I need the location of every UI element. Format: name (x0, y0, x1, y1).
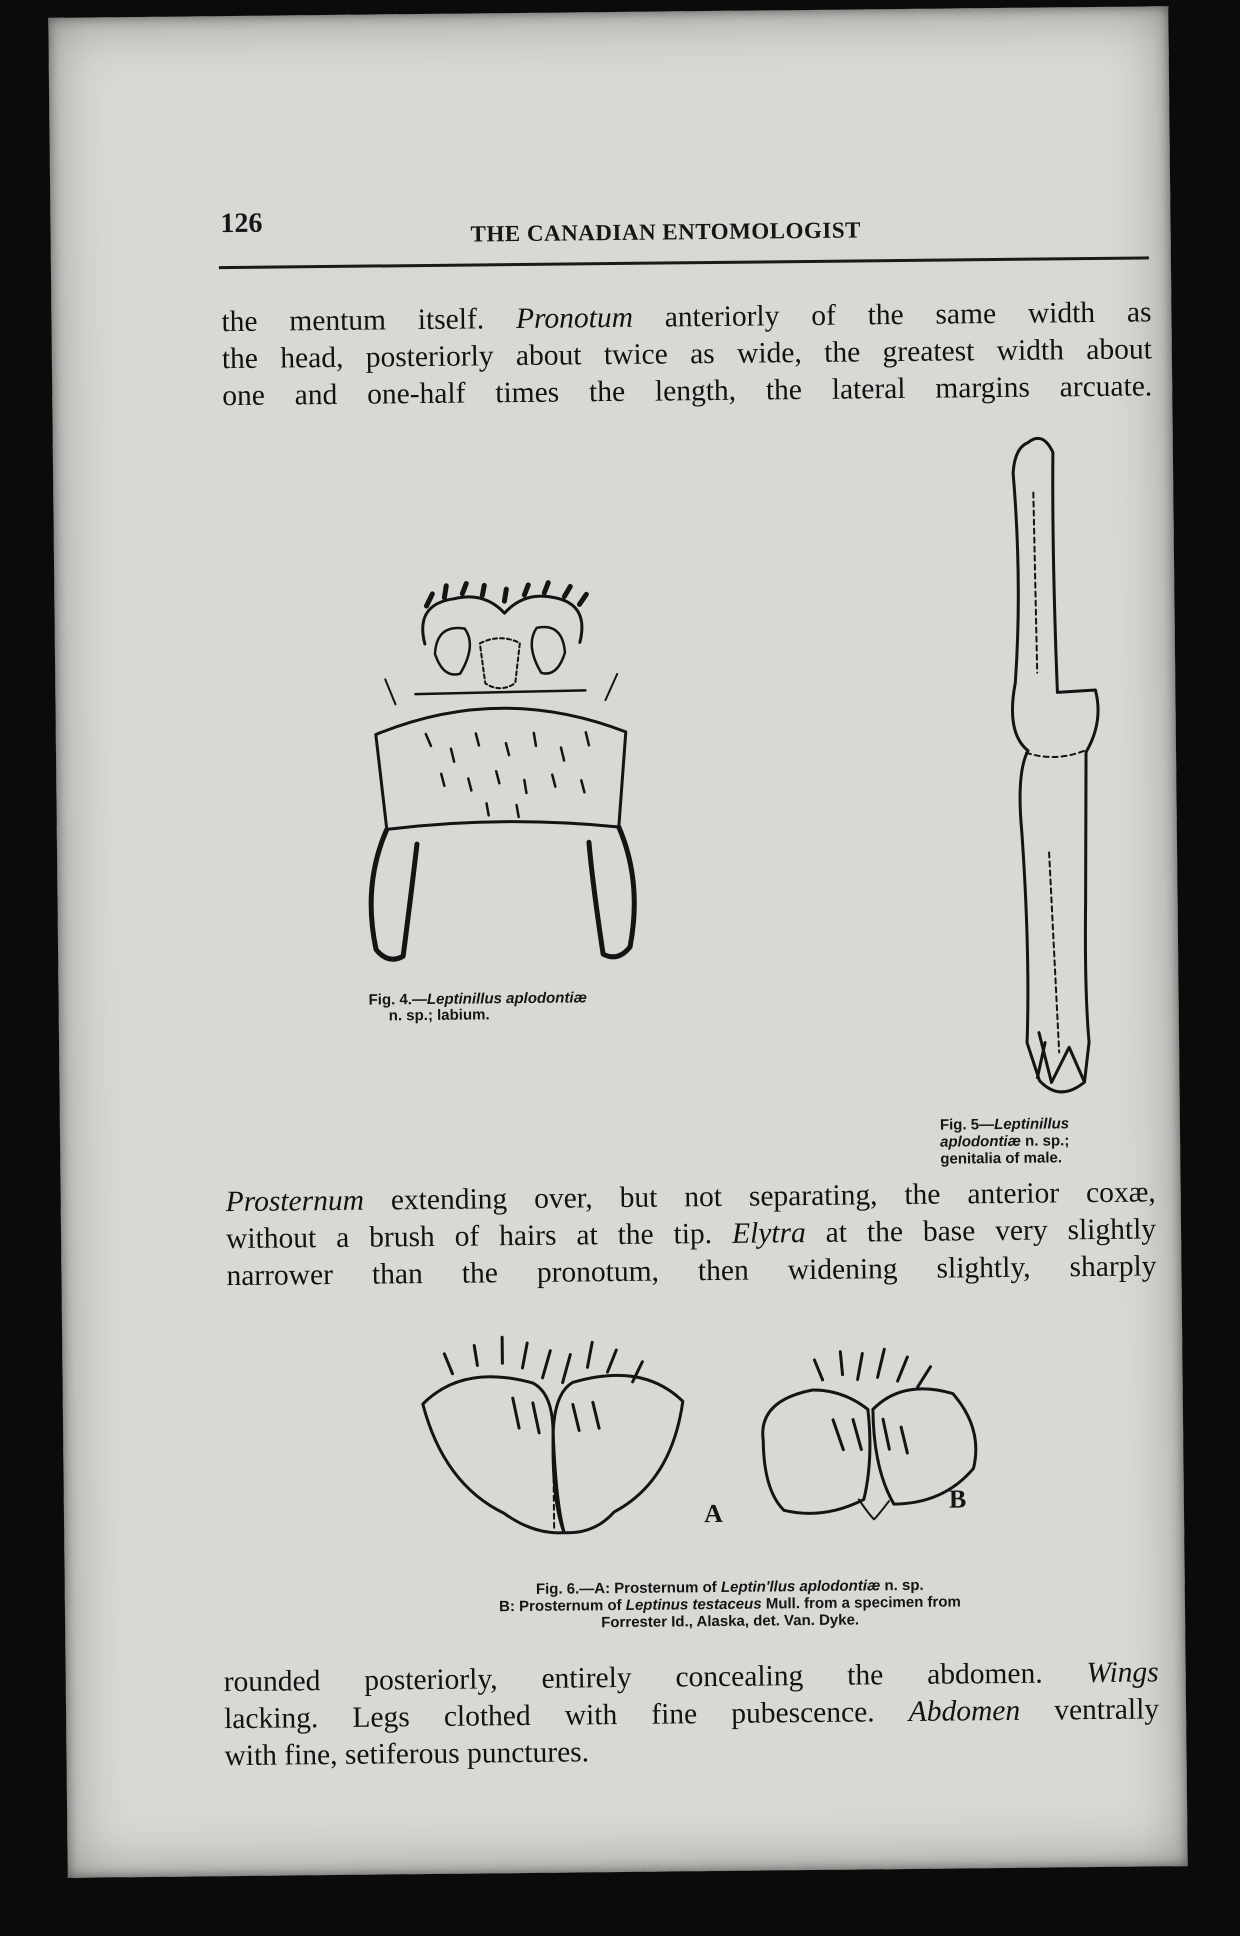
figure-6-label-b: B (948, 1484, 967, 1514)
paragraph-wings (224, 1654, 1160, 1775)
figure-5-genitalia (973, 432, 1130, 1104)
term-prosternum: Prosternum (225, 1184, 365, 1219)
term-wings: Wings (1086, 1656, 1159, 1690)
text-line: narrower than the pronotum, then widening slightly, sharply (226, 1250, 1157, 1293)
term-elytra: Elytra (731, 1217, 806, 1250)
text-line: with fine, setiferous punctures. (224, 1736, 590, 1773)
figure-5-caption: Fig. 5—Leptinillus aplodontiæ n. sp.; genitalia of male. (939, 1115, 1070, 1168)
figure-4-caption: Fig. 4.—Leptinillus aplodontiæ n. sp.; labium. (368, 989, 588, 1025)
page-number: 126 (220, 207, 263, 240)
text-line: without a brush of hairs at the tip. Elytra at the base very slightly (225, 1213, 1157, 1256)
text-line: one and one-half times the length, the lateral margins arcuate. (222, 370, 1153, 413)
text-line: Prosternum extending over, but not separating, the anterior coxæ, (225, 1176, 1156, 1219)
text-line: lacking. Legs clothed with fine pubescence. Abdomen ventrally (223, 1693, 1160, 1736)
book-page (48, 6, 1187, 1878)
term-abdomen: Abdomen (908, 1694, 1021, 1728)
term-pronotum: Pronotum (515, 301, 634, 336)
text-line: the mentum itself. Pronotum anteriorly of the same width as (221, 296, 1152, 339)
text-line: rounded posteriorly, entirely concealing the abdomen. Wings (223, 1656, 1159, 1699)
figure-6-label-a: A (703, 1498, 723, 1529)
running-head: THE CANADIAN ENTOMOLOGIST (470, 217, 862, 247)
paragraph-prosternum (226, 1174, 1157, 1295)
paragraph-pronotum (221, 294, 1152, 415)
header-rule (219, 256, 1149, 269)
figure-6-caption: Fig. 6.—A: Prosternum of Leptin'llus aplodontiæ n. sp. B: Prosternum of Leptinus testaceus Mull. from a specimen from Forrester Id., Alaska, det. Van. Dyke. (498, 1576, 961, 1632)
figure-4-labium (354, 582, 648, 975)
text-line: the head, posteriorly about twice as wide, the greatest width about (221, 333, 1152, 376)
